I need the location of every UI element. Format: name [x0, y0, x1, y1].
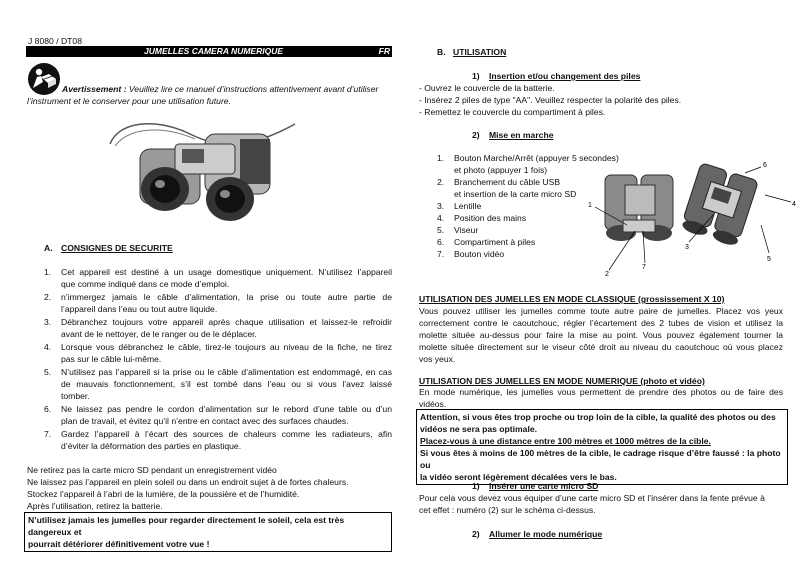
warning-line-1	[62, 83, 392, 95]
part-item: 4. Position des mains	[437, 213, 527, 223]
subsection-3-number: 1)	[472, 481, 480, 491]
subsection-4-title: Allumer le mode numérique	[489, 529, 603, 539]
distance-warning-box: Attention, si vous êtes trop proche ou trop loin de la cible, la qualité des photos ou des vidéos ne sera pas optimale. Placez-vous à une distance entre 100 mètres et 1000 mètres de la cible. Si vous êtes à moins de 100 mètres de la cible, le cadrage risque d’être faussé : la photo ou la vidéo seront légèrement décalées vers le bas.	[416, 409, 788, 485]
document-reference: J 8080 / DT08	[28, 36, 82, 46]
safety-item: 4. Lorsque vous débranchez le câble, tirez-le toujours au niveau de la fiche, ne tirez pas sur le câble lui-même.	[44, 342, 392, 364]
safety-item: 5. N’utilisez pas l’appareil si la prise ou le câble d’alimentation est endommagé, en cas de mauvais fonctionnement, s’il est tombé dans l’eau ou si vous l’avez laissé tomber.	[44, 367, 392, 401]
parts-diagram	[585, 145, 803, 280]
warning-line-2: l’instrument et le conserver pour une utilisation future.	[27, 96, 231, 106]
header-title: JUMELLES CAMERA NUMERIQUE	[144, 46, 283, 56]
sun-warning-box: N’utilisez jamais les jumelles pour regarder directement le soleil, cela est très dangereux et pourrait détériorer définitivement votre vue !	[24, 512, 392, 552]
warning-label: Avertissement :	[62, 84, 127, 94]
subsection-2-title: Mise en marche	[489, 130, 554, 140]
callout-2: 2	[605, 271, 609, 278]
part-item: 1. Bouton Marche/Arrêt (appuyer 5 secondes) et photo (appuyer 1 fois)	[437, 153, 619, 175]
read-manual-icon	[27, 62, 61, 96]
classic-mode-text: Vous pouvez utiliser les jumelles comme toute autre paire de jumelles. Placez vos yeux correctement contre le caoutchouc, régler l’écartement des 2 tubes de vision et utilisez la molette située au-dessus pour faire la mise au point. Vous pouvez également tourner la molette située directement sur le viseur côté droit au niveau du caoutchouc où vous placez vos yeux.	[419, 306, 783, 364]
callout-7: 7	[642, 264, 646, 271]
safety-item: 6. Ne laissez pas pendre le cordon d’alimentation sur le rebord d’une table ou d’un plan de travail, et évitez qu’il n’entre en contact avec des surfaces chaudes.	[44, 404, 392, 426]
callout-1: 1	[588, 202, 592, 209]
numeric-mode-text: En mode numérique, les jumelles vous permettent de prendre des photos ou de faire des vidéos.	[419, 387, 783, 409]
safety-item: 1. Cet appareil est destiné à un usage domestique uniquement. N’utilisez l’appareil que comme indiqué dans ce mode d’emploi.	[44, 267, 392, 289]
header-lang: FR	[378, 46, 390, 56]
binocular-camera-illustration	[100, 114, 310, 234]
part-item: 7. Bouton vidéo	[437, 249, 505, 259]
header-bar	[26, 46, 392, 57]
classic-mode-title: UTILISATION DES JUMELLES EN MODE CLASSIQUE (grossissement X 10)	[419, 294, 725, 304]
sd-card-text: Pour cela vous devez vous équiper d’une carte micro SD et l’insérer dans la fente prévue à cet effet : numéro (2) sur le schéma ci-dessus.	[419, 493, 765, 515]
safety-extra: Ne retirez pas la carte micro SD pendant un enregistrement vidéo Ne laissez pas l’appareil en plein soleil ou dans un endroit sujet à de fortes chaleurs. Stockez l’appareil à l’abri de la lumière, de la poussière et de l’humidité. Après l’utilisation, retirez la batterie.	[27, 465, 349, 511]
safety-list	[44, 266, 392, 452]
warning-text: Veuillez lire ce manuel d’instructions attentivement avant d’utiliser	[128, 84, 379, 94]
subsection-2-number: 2)	[472, 130, 480, 140]
subsection-4-number: 2)	[472, 529, 480, 539]
subsection-1-title: Insertion et/ou changement des piles	[489, 71, 641, 81]
callout-4: 4	[792, 201, 796, 208]
callout-6: 6	[763, 162, 767, 169]
subsection-3-title: Insérer une carte micro SD	[489, 481, 599, 491]
callout-3: 3	[685, 244, 689, 251]
section-a-letter: A.	[44, 243, 53, 253]
subsection-1-number: 1)	[472, 71, 480, 81]
section-b-heading: UTILISATION	[453, 47, 507, 57]
callout-5: 5	[767, 256, 771, 263]
part-item: 6. Compartiment à piles	[437, 237, 536, 247]
safety-item: 7. Gardez l’appareil à l’écart des sources de chaleurs comme les radiateurs, afin d’éviter la déformation des parties en plastique.	[44, 429, 392, 451]
safety-item: 3. Débranchez toujours votre appareil après chaque utilisation et laissez-le refroidir avant de le nettoyer, de le ranger ou de le déplacer.	[44, 317, 392, 339]
part-item: 3. Lentille	[437, 201, 482, 211]
battery-instructions: - Ouvrez le couvercle de la batterie. - Insérez 2 piles de type "AA". Veuillez respecter la polarité des piles. - Remettez le couvercle du compartiment à piles.	[419, 83, 682, 117]
part-item: 2. Branchement du câble USB et insertion de la carte micro SD	[437, 177, 577, 199]
numeric-mode-title: UTILISATION DES JUMELLES EN MODE NUMERIQUE (photo et vidéo)	[419, 376, 705, 386]
section-a-heading: CONSIGNES DE SECURITE	[61, 243, 173, 253]
part-item: 5. Viseur	[437, 225, 479, 235]
section-b-letter: B.	[437, 47, 446, 57]
safety-item: 2. n’immergez jamais le câble d’alimentation, la prise ou toute autre partie de l’appareil dans l’eau ou tout autre liquide.	[44, 292, 392, 314]
